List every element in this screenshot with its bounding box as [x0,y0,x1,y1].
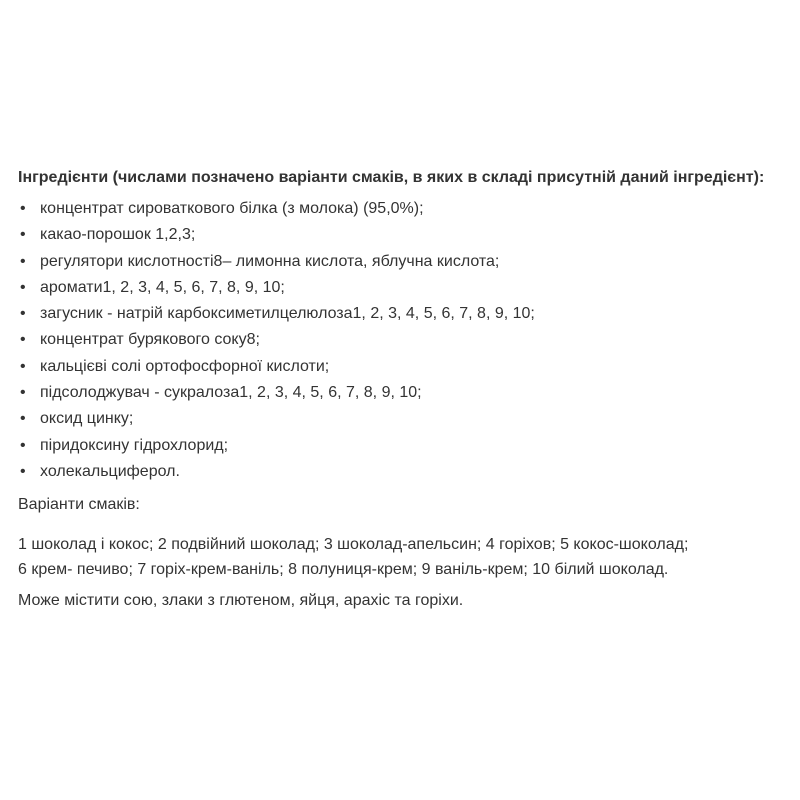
ingredient-text: аромати1, 2, 3, 4, 5, 6, 7, 8, 9, 10; [40,278,285,296]
bullet-icon: • [20,305,26,323]
ingredient-text: підсолоджувач - сукралоза1, 2, 3, 4, 5, 6, 7, 8, 9, 10; [40,384,422,402]
ingredient-text: концентрат сироваткового білка (з молока) (95,0%); [40,200,424,217]
list-item [18,275,793,301]
list-item [18,354,793,380]
bullet-icon: • [20,462,26,480]
list-item [18,222,793,248]
ingredients-section [18,168,793,611]
flavors-line: 1 шоколад і кокос; 2 подвійний шоколад; 3 шоколад-апельсин; 4 горіхов; 5 кокос-шоколад; [18,536,689,554]
ingredient-text: загусник - натрій карбоксиметилцелюлоза1, 2, 3, 4, 5, 6, 7, 8, 9, 10; [40,305,535,323]
bullet-icon: • [20,436,26,454]
ingredients-heading: Інгредієнти (числами позначено варіанти смаків, в яких в складі присутній даний інгредієнт): [18,169,765,186]
list-item [18,459,793,485]
ingredient-text: концентрат бурякового соку8; [40,331,260,349]
ingredient-text: кальцієві солі ортофосфорної кислоти; [40,357,330,375]
ingredient-text: какао-порошок 1,2,3; [40,226,196,244]
list-item [18,327,793,353]
flavors-label: Варіанти смаків: [18,496,140,514]
list-item [18,301,793,327]
bullet-icon: • [20,226,26,244]
list-item [18,406,793,432]
bullet-icon: • [20,200,26,217]
list-item [18,196,793,222]
bullet-icon: • [20,410,26,428]
list-item [18,249,793,275]
bullet-icon: • [20,278,26,296]
ingredient-text: регулятори кислотності8– лимонна кислота, яблучна кислота; [40,252,500,270]
bullet-icon: • [20,252,26,270]
ingredient-text: оксид цинку; [40,410,134,428]
ingredients-list [18,196,793,485]
flavors-line: 6 крем- печиво; 7 горіх-крем-ваніль; 8 полуниця-крем; 9 ваніль-крем; 10 білий шоколад. [18,561,669,579]
allergen-note: Може містити сою, злаки з глютеном, яйця, арахіс та горіхи. [18,592,464,610]
flavors-list [18,532,793,582]
bullet-icon: • [20,331,26,349]
list-item [18,380,793,406]
bullet-icon: • [20,384,26,402]
ingredient-text: піридоксину гідрохлорид; [40,436,229,454]
ingredient-text: холекальциферол. [40,462,180,480]
list-item [18,433,793,459]
bullet-icon: • [20,357,26,375]
